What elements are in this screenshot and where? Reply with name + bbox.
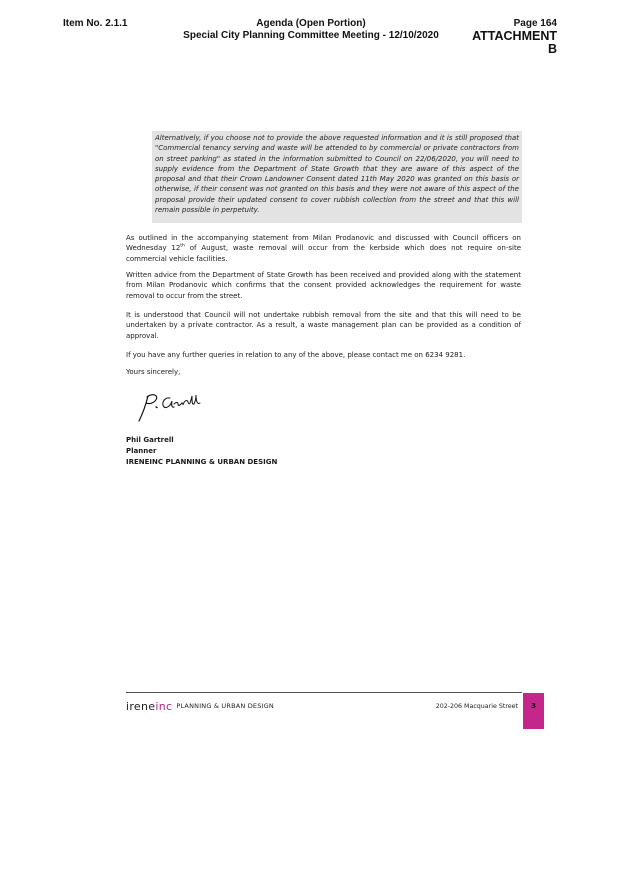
footer-page-number: 3: [531, 702, 536, 710]
ireneinc-logo: [126, 700, 274, 713]
attachment-label: ATTACHMENT B: [472, 29, 557, 56]
signature-block: [126, 435, 277, 468]
signatory-role: Planner: [126, 447, 157, 455]
p1-text-b: of August, waste removal will occur from the kerbside which does not require on-site commercial vehicle facilities.: [126, 244, 521, 263]
quoted-request-callout: Alternatively, if you choose not to provide the above requested information and it is still proposed that "Commercial tenancy serving and waste will be attended to by commercial or private contractors from on street parking" as stated in the information submitted to Council on 22/06/2020, you will need to supply evidence from the Department of State Growth that they are aware of this aspect of the proposal and that their Crown Landowner Consent dated 11th May 2020 was granted on this basis or otherwise, if their consent was not granted on this basis and they were not aware of this aspect of the proposal provide their updated consent to cover rubbish collection from the street and that this will remain possible in perpetuity.: [152, 131, 522, 223]
logo-irene: irene: [126, 700, 156, 713]
handwritten-signature: [136, 392, 216, 424]
paragraph-private-contractor: It is understood that Council will not undertake rubbish removal from the site and that this will need to be undertaken by a private contractor. As a result, a waste management plan can be provided as a condition of approval.: [126, 311, 521, 340]
footer-divider: [126, 692, 522, 693]
signatory-company: IRENEINC PLANNING & URBAN DESIGN: [126, 458, 278, 466]
paragraph-waste-removal: [126, 233, 521, 264]
paragraph-contact: If you have any further queries in relation to any of the above, please contact me on 6234 9281.: [126, 351, 466, 359]
meeting-line: Special City Planning Committee Meeting - 12/10/2020: [183, 30, 439, 41]
agenda-title: Agenda (Open Portion): [256, 18, 366, 29]
footer-address: 202-206 Macquarie Street: [435, 703, 518, 710]
p1-text-a: As outlined in the accompanying statement from Milan Prodanovic and discussed with Council officers on Wednesday 12: [126, 234, 521, 253]
logo-tagline: PLANNING & URBAN DESIGN: [176, 702, 274, 710]
p1-superscript: th: [180, 244, 185, 250]
page-label-block: [470, 18, 557, 56]
footer-page-tab: [523, 693, 544, 729]
item-number: Item No. 2.1.1: [63, 18, 128, 29]
paragraph-state-growth: Written advice from the Department of State Growth has been received and provided along with the statement from Milan Prodanovic which confirms that the consent provided acknowledges the requirement for waste removal to occur from the street.: [126, 271, 521, 300]
page-number-label: Page 164: [513, 18, 557, 29]
closing-line: Yours sincerely,: [126, 368, 181, 376]
logo-inc: inc: [155, 700, 173, 713]
signatory-name: Phil Gartrell: [126, 436, 174, 444]
